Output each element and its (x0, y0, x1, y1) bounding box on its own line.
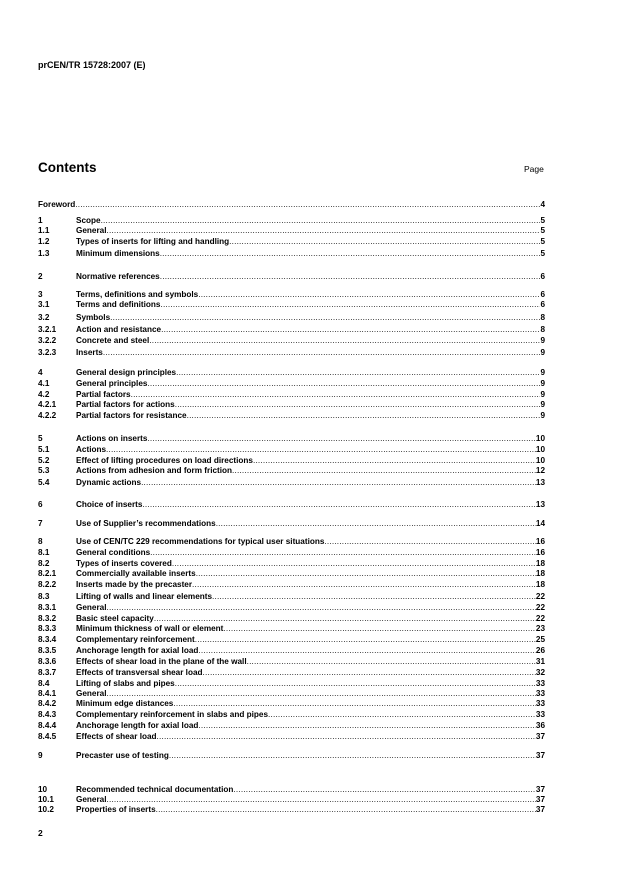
toc-entry-title: Types of inserts for lifting and handling (76, 237, 230, 246)
toc-leader-dots (192, 580, 536, 590)
toc-entry-page: 22 (535, 592, 545, 601)
toc-entry-page: 6 (540, 272, 545, 281)
toc-entry-number: 5.2 (38, 456, 50, 465)
toc-entry-page: 9 (540, 379, 545, 388)
toc-leader-dots (141, 478, 536, 488)
toc-entry-title: Dynamic actions (76, 478, 142, 487)
toc-entry[interactable] (38, 400, 545, 410)
toc-entry-number: 7 (38, 519, 43, 528)
contents-title: Contents (38, 160, 97, 175)
toc-leader-dots (216, 519, 536, 529)
toc-entry-page: 5 (540, 216, 545, 225)
toc-leader-dots (149, 336, 540, 346)
toc-entry[interactable] (38, 272, 545, 282)
toc-entry[interactable] (38, 603, 545, 613)
toc-leader-dots (175, 679, 536, 689)
toc-entry[interactable] (38, 785, 545, 795)
toc-entry-page: 9 (540, 348, 545, 357)
toc-entry-number: 8.4.3 (38, 710, 57, 719)
toc-entry-title: Basic steel capacity (76, 614, 154, 623)
toc-leader-dots (172, 559, 536, 569)
toc-entry[interactable] (38, 721, 545, 731)
toc-entry[interactable] (38, 348, 545, 358)
toc-entry-number: 4.2.2 (38, 411, 57, 420)
toc-leader-dots (156, 805, 536, 815)
toc-entry-number: 8.2.2 (38, 580, 57, 589)
toc-entry-number: 3.1 (38, 300, 50, 309)
toc-entry-title: Actions from adhesion and form friction (76, 466, 233, 475)
toc-leader-dots (212, 592, 536, 602)
toc-entry[interactable] (38, 313, 545, 323)
toc-leader-dots (223, 624, 535, 634)
toc-leader-dots (150, 548, 536, 558)
toc-entry[interactable] (38, 805, 545, 815)
toc-entry-title: Use of Supplier’s recommendations (76, 519, 216, 528)
toc-entry[interactable] (38, 336, 545, 346)
toc-entry-page: 12 (535, 466, 545, 475)
toc-entry-page: 8 (540, 313, 545, 322)
toc-entry[interactable] (38, 732, 545, 742)
toc-entry-title: General conditions (76, 548, 151, 557)
toc-entry-title: General principles (76, 379, 148, 388)
toc-entry[interactable] (38, 200, 545, 210)
toc-entry-page: 37 (535, 732, 545, 741)
toc-entry-number: 8.4 (38, 679, 50, 688)
toc-entry-title: Effect of lifting procedures on load directions (76, 456, 253, 465)
toc-entry-page: 6 (540, 290, 545, 299)
toc-entry[interactable] (38, 300, 545, 310)
toc-entry-number: 8.3.6 (38, 657, 57, 666)
toc-leader-dots (233, 785, 535, 795)
toc-leader-dots (324, 537, 535, 547)
toc-leader-dots (198, 646, 536, 656)
toc-entry-number: 1 (38, 216, 43, 225)
toc-entry-title: Inserts made by the precaster (76, 580, 193, 589)
toc-entry-number: 3.2 (38, 313, 50, 322)
toc-entry-page: 37 (535, 795, 545, 804)
toc-leader-dots (110, 313, 540, 323)
toc-entry[interactable] (38, 689, 545, 699)
toc-entry[interactable] (38, 710, 545, 720)
toc-entry[interactable] (38, 614, 545, 624)
toc-entry[interactable] (38, 679, 545, 689)
toc-entry-page: 16 (535, 548, 545, 557)
toc-leader-dots (101, 216, 541, 226)
toc-leader-dots (268, 710, 536, 720)
toc-entry-page: 9 (540, 400, 545, 409)
toc-entry[interactable] (38, 646, 545, 656)
toc-entry-title: Commercially available inserts (76, 569, 196, 578)
toc-entry-page: 37 (535, 751, 545, 760)
toc-entry-page: 4 (540, 200, 545, 209)
footer-page-number: 2 (38, 828, 43, 838)
toc-leader-dots (107, 603, 536, 613)
toc-entry-number: 10.1 (38, 795, 54, 804)
toc-entry-number: 4.1 (38, 379, 50, 388)
toc-entry-number: 8.3.1 (38, 603, 57, 612)
toc-entry-title: General (76, 795, 107, 804)
toc-entry-number: 4 (38, 368, 43, 377)
toc-leader-dots (247, 657, 536, 667)
toc-entry-title: Inserts (76, 348, 103, 357)
toc-leader-dots (103, 348, 541, 358)
toc-entry-title: Precaster use of testing (76, 751, 169, 760)
toc-entry-page: 13 (535, 478, 545, 487)
toc-entry-page: 37 (535, 785, 545, 794)
toc-entry-number: 8.3.7 (38, 668, 57, 677)
toc-leader-dots (198, 721, 536, 731)
toc-entry-title: Recommended technical documentation (76, 785, 234, 794)
toc-entry-title: Minimum thickness of wall or element (76, 624, 224, 633)
toc-leader-dots (131, 390, 541, 400)
toc-entry-page: 6 (540, 300, 545, 309)
toc-entry-title: Normative references (76, 272, 160, 281)
toc-entry-number: 5.3 (38, 466, 50, 475)
toc-entry-page: 10 (535, 456, 545, 465)
toc-entry-title: Partial factors for actions (76, 400, 175, 409)
toc-entry-page: 33 (535, 699, 545, 708)
toc-entry-number: 1.2 (38, 237, 50, 246)
toc-entry-page: 26 (535, 646, 545, 655)
toc-entry-number: 8.2.1 (38, 569, 57, 578)
toc-entry[interactable] (38, 368, 545, 378)
toc-entry-page: 14 (535, 519, 545, 528)
toc-entry-number: 10 (38, 785, 48, 794)
toc-entry-number: 1.3 (38, 249, 50, 258)
toc-entry-number: 4.2 (38, 390, 50, 399)
toc-entry-title: Anchorage length for axial load (76, 721, 199, 730)
toc-entry-number: 5.4 (38, 478, 50, 487)
toc-entry[interactable] (38, 699, 545, 709)
toc-entry-title: Lifting of walls and linear elements (76, 592, 213, 601)
toc-entry-page: 10 (535, 434, 545, 443)
toc-leader-dots (160, 272, 541, 282)
toc-entry-title: Foreword (38, 200, 76, 209)
toc-entry-title: Action and resistance (76, 325, 162, 334)
toc-leader-dots (203, 668, 536, 678)
toc-entry-page: 9 (540, 411, 545, 420)
toc-entry-page: 22 (535, 603, 545, 612)
toc-entry-title: Terms, definitions and symbols (76, 290, 199, 299)
toc-leader-dots (161, 325, 540, 335)
toc-leader-dots (229, 237, 540, 247)
page-column-label: Page (524, 164, 544, 174)
toc-entry-title: Scope (76, 216, 101, 225)
toc-entry[interactable] (38, 592, 545, 602)
toc-entry-title: Actions on inserts (76, 434, 148, 443)
toc-entry-title: Choice of inserts (76, 500, 143, 509)
toc-entry-title: Lifting of slabs and pipes (76, 679, 175, 688)
toc-leader-dots (187, 411, 541, 421)
toc-entry[interactable] (38, 751, 545, 761)
toc-entry-number: 10.2 (38, 805, 54, 814)
toc-entry-page: 18 (535, 569, 545, 578)
toc-entry[interactable] (38, 237, 545, 247)
toc-entry[interactable] (38, 624, 545, 634)
toc-entry-number: 9 (38, 751, 43, 760)
toc-leader-dots (196, 569, 536, 579)
toc-entry-title: Partial factors (76, 390, 131, 399)
toc-entry[interactable] (38, 795, 545, 805)
toc-entry-page: 9 (540, 368, 545, 377)
toc-entry-number: 8.3.3 (38, 624, 57, 633)
toc-leader-dots (142, 500, 535, 510)
toc-leader-dots (169, 751, 536, 761)
toc-entry-title: Effects of shear load (76, 732, 157, 741)
toc-entry[interactable] (38, 379, 545, 389)
toc-entry-page: 25 (535, 635, 545, 644)
toc-entry[interactable] (38, 390, 545, 400)
toc-entry[interactable] (38, 668, 545, 678)
toc-entry-page: 23 (535, 624, 545, 633)
toc-entry[interactable] (38, 537, 545, 547)
toc-entry-title: General (76, 226, 107, 235)
toc-entry-page: 5 (540, 226, 545, 235)
toc-entry[interactable] (38, 569, 545, 579)
toc-entry[interactable] (38, 548, 545, 558)
toc-entry[interactable] (38, 519, 545, 529)
toc-entry-page: 32 (535, 668, 545, 677)
toc-entry-number: 8.3.2 (38, 614, 57, 623)
toc-entry[interactable] (38, 411, 545, 421)
toc-entry[interactable] (38, 466, 545, 476)
toc-entry-number: 8.1 (38, 548, 50, 557)
toc-entry-number: 8 (38, 537, 43, 546)
toc-entry[interactable] (38, 226, 545, 236)
toc-entry-number: 3.2.2 (38, 336, 57, 345)
toc-entry-title: General (76, 603, 107, 612)
toc-entry-title: Use of CEN/TC 229 recommendations for typical user situations (76, 537, 325, 546)
toc-entry-number: 6 (38, 500, 43, 509)
toc-entry-title: Concrete and steel (76, 336, 150, 345)
toc-entry-page: 18 (535, 580, 545, 589)
toc-entry[interactable] (38, 580, 545, 590)
toc-leader-dots (107, 795, 536, 805)
toc-entry-page: 13 (535, 500, 545, 509)
toc-entry[interactable] (38, 434, 545, 444)
toc-entry-page: 10 (535, 445, 545, 454)
toc-entry-title: Complementary reinforcement in slabs and pipes (76, 710, 269, 719)
toc-entry-number: 8.4.5 (38, 732, 57, 741)
toc-entry[interactable] (38, 657, 545, 667)
toc-leader-dots (75, 200, 540, 210)
toc-entry-page: 33 (535, 679, 545, 688)
toc-entry-title: Effects of transversal shear load (76, 668, 203, 677)
toc-entry-number: 1.1 (38, 226, 50, 235)
toc-entry[interactable] (38, 290, 545, 300)
toc-entry[interactable] (38, 478, 545, 488)
document-id: prCEN/TR 15728:2007 (E) (38, 60, 146, 70)
toc-entry-number: 8.4.2 (38, 699, 57, 708)
toc-entry-number: 3 (38, 290, 43, 299)
toc-entry-number: 3.2.1 (38, 325, 57, 334)
toc-entry[interactable] (38, 456, 545, 466)
toc-entry-title: General design principles (76, 368, 177, 377)
toc-entry-number: 8.2 (38, 559, 50, 568)
toc-leader-dots (106, 445, 536, 455)
toc-leader-dots (253, 456, 536, 466)
toc-entry-page: 16 (535, 537, 545, 546)
toc-entry-title: Anchorage length for axial load (76, 646, 199, 655)
toc-entry-page: 31 (535, 657, 545, 666)
toc-entry-page: 9 (540, 336, 545, 345)
toc-entry-title: Effects of shear load in the plane of the wall (76, 657, 247, 666)
toc-entry[interactable] (38, 325, 545, 335)
toc-entry-number: 4.2.1 (38, 400, 57, 409)
toc-entry-title: General (76, 689, 107, 698)
toc-entry-page: 8 (540, 325, 545, 334)
toc-entry-title: Types of inserts covered (76, 559, 172, 568)
toc-entry-page: 18 (535, 559, 545, 568)
toc-entry-title: Minimum edge distances (76, 699, 174, 708)
toc-entry-number: 8.4.1 (38, 689, 57, 698)
toc-entry-number: 8.3.5 (38, 646, 57, 655)
toc-entry-page: 33 (535, 710, 545, 719)
toc-entry-number: 8.4.4 (38, 721, 57, 730)
toc-entry[interactable] (38, 445, 545, 455)
toc-entry-number: 2 (38, 272, 43, 281)
toc-entry-number: 5.1 (38, 445, 50, 454)
toc-entry-number: 5 (38, 434, 43, 443)
toc-leader-dots (107, 689, 536, 699)
toc-entry-number: 3.2.3 (38, 348, 57, 357)
toc-leader-dots (147, 434, 535, 444)
toc-entry[interactable] (38, 216, 545, 226)
toc-entry-page: 22 (535, 614, 545, 623)
toc-entry-title: Symbols (76, 313, 111, 322)
toc-entry-page: 5 (540, 237, 545, 246)
toc-entry-title: Properties of inserts (76, 805, 156, 814)
toc-entry-title: Terms and definitions (76, 300, 161, 309)
toc-entry-number: 8.3.4 (38, 635, 57, 644)
toc-leader-dots (160, 300, 540, 310)
toc-entry-page: 5 (540, 249, 545, 258)
toc-entry-number: 8.3 (38, 592, 50, 601)
toc-leader-dots (154, 614, 536, 624)
toc-entry-page: 36 (535, 721, 545, 730)
toc-leader-dots (157, 732, 536, 742)
toc-leader-dots (175, 400, 541, 410)
toc-leader-dots (176, 368, 540, 378)
toc-leader-dots (195, 635, 536, 645)
toc-entry-title: Partial factors for resistance (76, 411, 187, 420)
toc-entry-title: Actions (76, 445, 107, 454)
toc-entry[interactable] (38, 500, 545, 510)
toc-entry-page: 9 (540, 390, 545, 399)
toc-leader-dots (147, 379, 540, 389)
toc-entry-page: 37 (535, 805, 545, 814)
toc-leader-dots (198, 290, 540, 300)
toc-entry-page: 33 (535, 689, 545, 698)
toc-entry[interactable] (38, 559, 545, 569)
toc-entry[interactable] (38, 635, 545, 645)
toc-entry-title: Minimum dimensions (76, 249, 160, 258)
toc-entry[interactable] (38, 249, 545, 259)
toc-leader-dots (232, 466, 536, 476)
toc-entry-title: Complementary reinforcement (76, 635, 195, 644)
toc-leader-dots (173, 699, 536, 709)
toc-leader-dots (107, 226, 541, 236)
toc-leader-dots (160, 249, 541, 259)
